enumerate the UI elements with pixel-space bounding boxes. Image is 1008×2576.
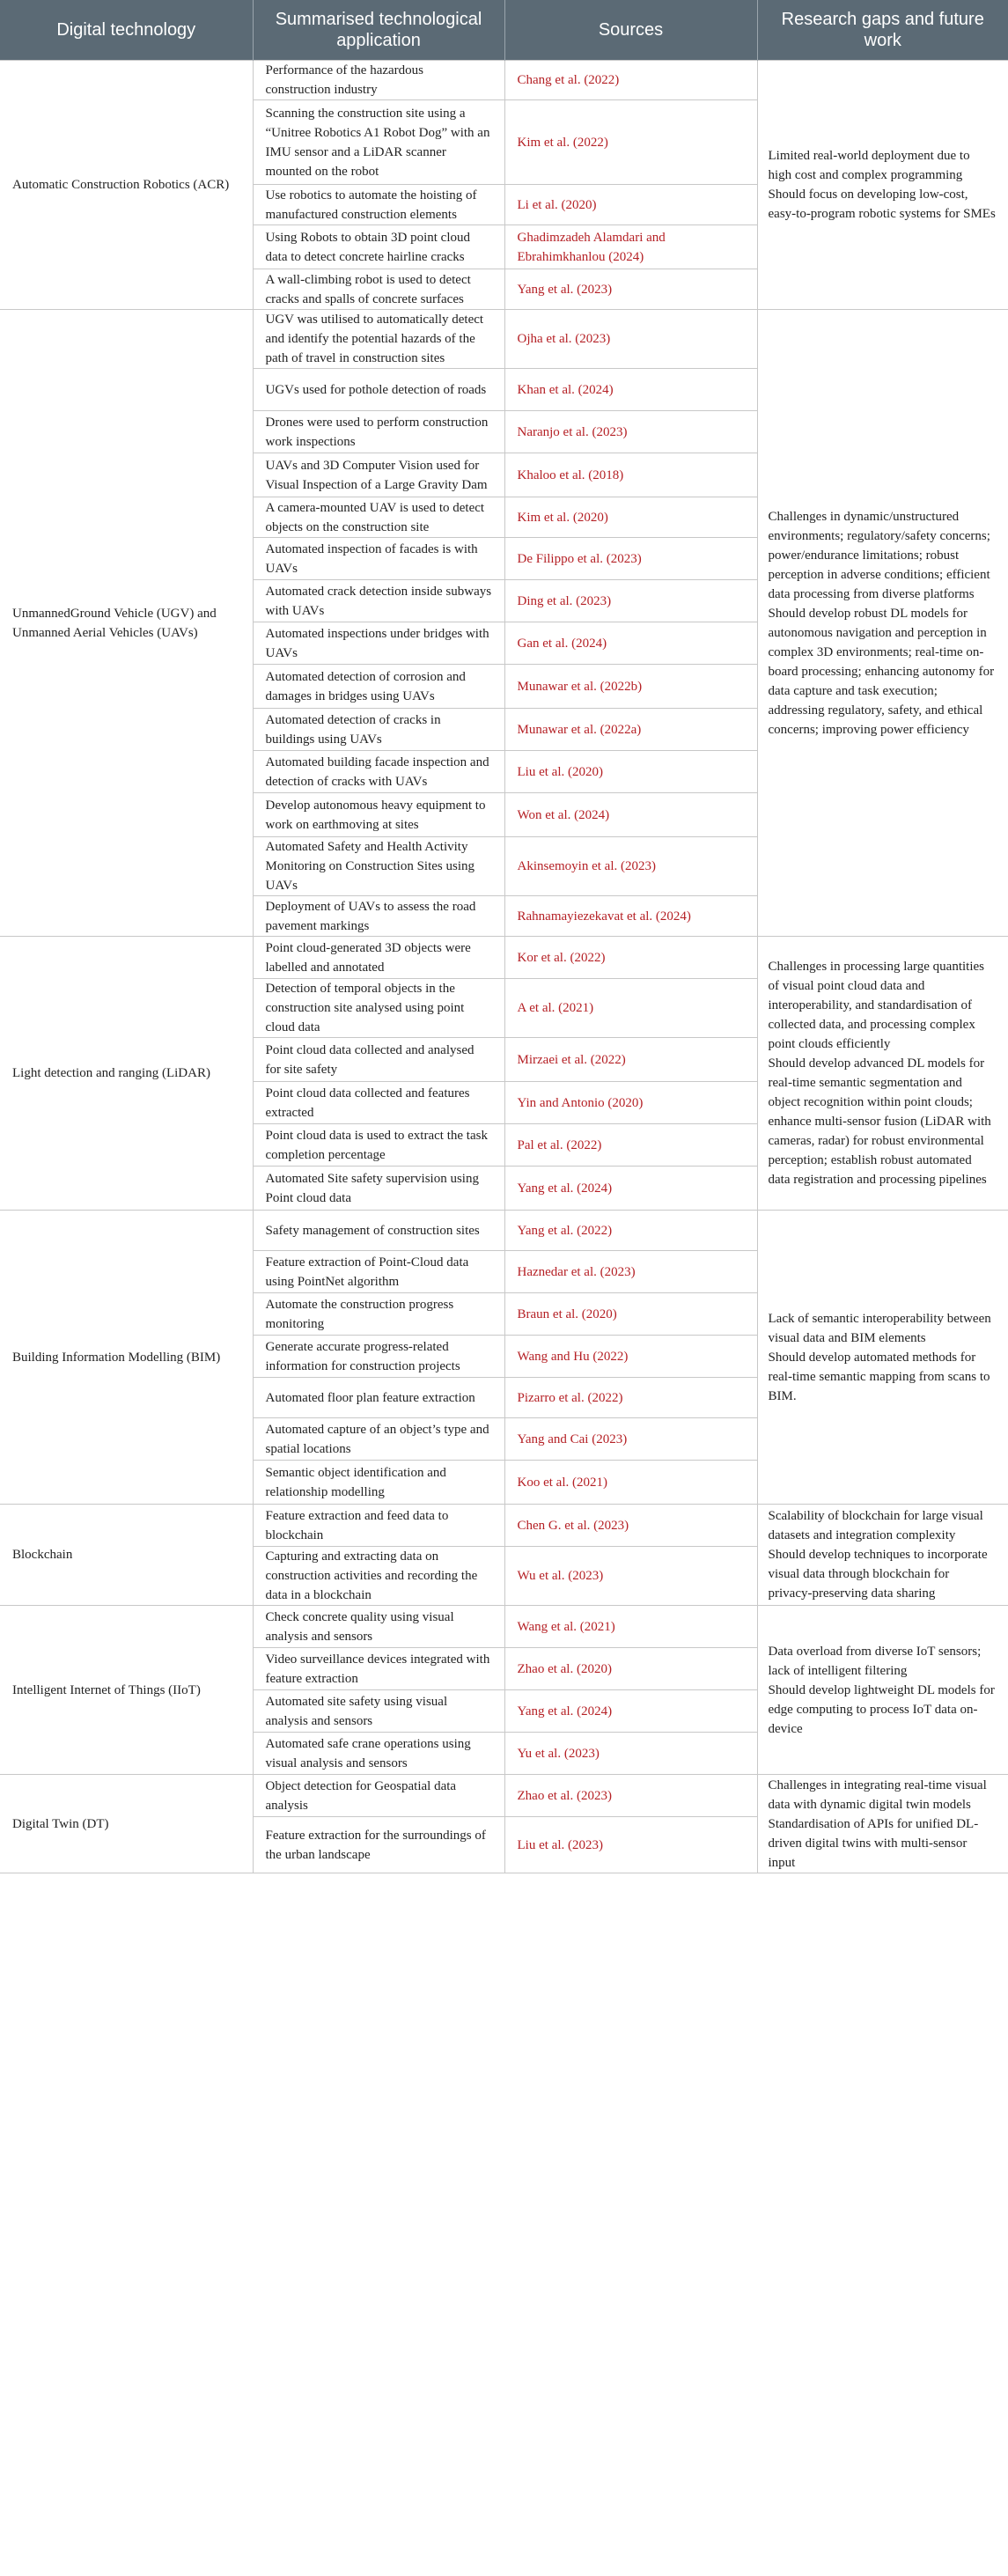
source-link[interactable]: Li et al. (2020) bbox=[504, 185, 757, 225]
source-link[interactable]: Koo et al. (2021) bbox=[504, 1461, 757, 1505]
source-link[interactable]: Rahnamayiezekavat et al. (2024) bbox=[504, 896, 757, 937]
application-cell: Automated inspections under bridges with UAVs bbox=[253, 622, 504, 665]
application-cell: Automated site safety using visual analysis and sensors bbox=[253, 1690, 504, 1733]
table-row bbox=[0, 1505, 1008, 1547]
source-link[interactable]: Chen G. et al. (2023) bbox=[504, 1505, 757, 1547]
source-link[interactable]: Kor et al. (2022) bbox=[504, 937, 757, 979]
research-gap-line: Limited real-world deployment due to high cost and complex programming bbox=[768, 149, 970, 182]
application-cell: Automated Safety and Health Activity Monitoring on Construction Sites using UAVs bbox=[253, 837, 504, 896]
application-cell: Deployment of UAVs to assess the road pavement markings bbox=[253, 896, 504, 937]
source-link[interactable]: Chang et al. (2022) bbox=[504, 61, 757, 100]
source-link[interactable]: Yang and Cai (2023) bbox=[504, 1418, 757, 1461]
source-link[interactable]: Won et al. (2024) bbox=[504, 793, 757, 837]
table-row bbox=[0, 310, 1008, 369]
application-cell: Point cloud data collected and analysed for site safety bbox=[253, 1038, 504, 1082]
application-cell: Feature extraction for the surroundings of the urban landscape bbox=[253, 1817, 504, 1873]
research-gap-line: Should develop automated methods for real-time semantic mapping from scans to BIM. bbox=[768, 1350, 990, 1403]
technology-cell: Intelligent Internet of Things (IIoT) bbox=[0, 1606, 253, 1775]
source-link[interactable]: De Filippo et al. (2023) bbox=[504, 538, 757, 580]
application-cell: Automate the construction progress monitoring bbox=[253, 1293, 504, 1336]
research-gap-line: Scalability of blockchain for large visual datasets and integration complexity bbox=[768, 1509, 983, 1542]
application-cell: Automated detection of cracks in buildings using UAVs bbox=[253, 709, 504, 751]
application-cell: Safety management of construction sites bbox=[253, 1211, 504, 1251]
technology-cell: Automatic Construction Robotics (ACR) bbox=[0, 61, 253, 310]
application-cell: Automated inspection of facades is with UAVs bbox=[253, 538, 504, 580]
source-link[interactable]: Wu et al. (2023) bbox=[504, 1547, 757, 1606]
header-sources: Sources bbox=[504, 0, 757, 61]
application-cell: Automated safe crane operations using visual analysis and sensors bbox=[253, 1733, 504, 1775]
technology-cell: Digital Twin (DT) bbox=[0, 1775, 253, 1873]
application-cell: Semantic object identification and relationship modelling bbox=[253, 1461, 504, 1505]
table-row bbox=[0, 1775, 1008, 1817]
application-cell: Drones were used to perform construction work inspections bbox=[253, 411, 504, 453]
header-research-gaps: Research gaps and future work bbox=[757, 0, 1008, 61]
table-row bbox=[0, 1606, 1008, 1648]
application-cell: Automated floor plan feature extraction bbox=[253, 1378, 504, 1418]
application-cell: Check concrete quality using visual analysis and sensors bbox=[253, 1606, 504, 1648]
application-cell: Feature extraction and feed data to blockchain bbox=[253, 1505, 504, 1547]
source-link[interactable]: Munawar et al. (2022a) bbox=[504, 709, 757, 751]
research-gap-line: Should develop advanced DL models for real-time semantic segmentation and object recognition within point clouds; enhance multi-sensor fusion (LiDAR with cameras, radar) for robust environmental perception; establish robust automated data registration and processing pipelines bbox=[768, 1056, 991, 1187]
source-link[interactable]: Wang et al. (2021) bbox=[504, 1606, 757, 1648]
source-link[interactable]: Wang and Hu (2022) bbox=[504, 1336, 757, 1378]
application-cell: UAVs and 3D Computer Vision used for Visual Inspection of a Large Gravity Dam bbox=[253, 453, 504, 497]
source-link[interactable]: Liu et al. (2020) bbox=[504, 751, 757, 793]
application-cell: Point cloud-generated 3D objects were labelled and annotated bbox=[253, 937, 504, 979]
table-row bbox=[0, 61, 1008, 100]
application-cell: Automated detection of corrosion and damages in bridges using UAVs bbox=[253, 665, 504, 709]
application-cell: Feature extraction of Point-Cloud data using PointNet algorithm bbox=[253, 1251, 504, 1293]
header-row bbox=[0, 0, 1008, 61]
application-cell: Capturing and extracting data on construction activities and recording the data in a blockchain bbox=[253, 1547, 504, 1606]
source-link[interactable]: Mirzaei et al. (2022) bbox=[504, 1038, 757, 1082]
source-link[interactable]: Pal et al. (2022) bbox=[504, 1124, 757, 1167]
source-link[interactable]: Liu et al. (2023) bbox=[504, 1817, 757, 1873]
table-header bbox=[0, 0, 1008, 61]
research-gap-line: Data overload from diverse IoT sensors; lack of intelligent filtering bbox=[768, 1644, 982, 1678]
source-link[interactable]: Yang et al. (2024) bbox=[504, 1690, 757, 1733]
research-gaps-cell bbox=[757, 1211, 1008, 1505]
source-link[interactable]: Haznedar et al. (2023) bbox=[504, 1251, 757, 1293]
technology-cell: UnmannedGround Vehicle (UGV) and Unmanned Aerial Vehicles (UAVs) bbox=[0, 310, 253, 937]
research-gaps-cell bbox=[757, 1775, 1008, 1873]
research-gap-line: Should develop techniques to incorporate visual data through blockchain for privacy-preserving data sharing bbox=[768, 1548, 988, 1601]
application-cell: Generate accurate progress-related information for construction projects bbox=[253, 1336, 504, 1378]
header-digital-technology: Digital technology bbox=[0, 0, 253, 61]
application-cell: Develop autonomous heavy equipment to work on earthmoving at sites bbox=[253, 793, 504, 837]
application-cell: Use robotics to automate the hoisting of manufactured construction elements bbox=[253, 185, 504, 225]
source-link[interactable]: Zhao et al. (2020) bbox=[504, 1648, 757, 1690]
research-gap-line: Should develop robust DL models for autonomous navigation and perception in complex 3D environments; real-time on-board processing; enhancing autonomy for data capture and task execution; addressing regulatory, safety, and ethical concerns; improving power efficiency bbox=[768, 606, 995, 737]
source-link[interactable]: A et al. (2021) bbox=[504, 979, 757, 1038]
application-cell: UGVs used for pothole detection of roads bbox=[253, 369, 504, 411]
research-gap-line: Challenges in dynamic/unstructured environments; regulatory/safety concerns; power/endurance limitations; robust perception in adverse conditions; efficient data processing from diverse platforms bbox=[768, 509, 990, 601]
source-link[interactable]: Akinsemoyin et al. (2023) bbox=[504, 837, 757, 896]
research-gaps-cell bbox=[757, 310, 1008, 937]
research-gap-line: Challenges in processing large quantities of visual point cloud data and interoperability, and standardisation of collected data, and processing complex point clouds efficiently bbox=[768, 960, 985, 1051]
research-gaps-cell bbox=[757, 937, 1008, 1211]
application-cell: UGV was utilised to automatically detect and identify the potential hazards of the path of travel in construction sites bbox=[253, 310, 504, 369]
application-cell: Automated building facade inspection and detection of cracks with UAVs bbox=[253, 751, 504, 793]
research-gaps-cell bbox=[757, 1606, 1008, 1775]
research-gap-line: Should develop lightweight DL models for edge computing to process IoT data on-device bbox=[768, 1682, 995, 1736]
research-gaps-cell bbox=[757, 61, 1008, 310]
technology-cell: Blockchain bbox=[0, 1505, 253, 1606]
table-row bbox=[0, 937, 1008, 979]
application-cell: Point cloud data collected and features extracted bbox=[253, 1082, 504, 1124]
source-link[interactable]: Yang et al. (2023) bbox=[504, 269, 757, 310]
application-cell: Automated crack detection inside subways with UAVs bbox=[253, 580, 504, 622]
table-row bbox=[0, 1211, 1008, 1251]
application-cell: Using Robots to obtain 3D point cloud data to detect concrete hairline cracks bbox=[253, 225, 504, 269]
source-link[interactable]: Zhao et al. (2023) bbox=[504, 1775, 757, 1817]
header-application: Summarised technological application bbox=[253, 0, 504, 61]
application-cell: Object detection for Geospatial data analysis bbox=[253, 1775, 504, 1817]
source-link[interactable]: Ojha et al. (2023) bbox=[504, 310, 757, 369]
source-link[interactable]: Yu et al. (2023) bbox=[504, 1733, 757, 1775]
research-gap-line: Standardisation of APIs for unified DL-driven digital twins with multi-sensor input bbox=[768, 1816, 979, 1870]
technology-cell: Building Information Modelling (BIM) bbox=[0, 1211, 253, 1505]
source-link[interactable]: Kim et al. (2022) bbox=[504, 100, 757, 185]
source-link[interactable]: Naranjo et al. (2023) bbox=[504, 411, 757, 453]
application-cell: Performance of the hazardous construction industry bbox=[253, 61, 504, 100]
application-cell: A camera-mounted UAV is used to detect objects on the construction site bbox=[253, 497, 504, 538]
application-cell: Scanning the construction site using a “Unitree Robotics A1 Robot Dog” with an IMU sensor and a LiDAR scanner mounted on the robot bbox=[253, 100, 504, 185]
research-gap-line: Challenges in integrating real-time visual data with dynamic digital twin models bbox=[768, 1777, 987, 1812]
source-link[interactable]: Braun et al. (2020) bbox=[504, 1293, 757, 1336]
source-link[interactable]: Pizarro et al. (2022) bbox=[504, 1378, 757, 1418]
research-gap-line: Lack of semantic interoperability between visual data and BIM elements bbox=[768, 1311, 991, 1345]
source-link[interactable]: Ding et al. (2023) bbox=[504, 580, 757, 622]
technology-cell: Light detection and ranging (LiDAR) bbox=[0, 937, 253, 1211]
source-link[interactable]: Gan et al. (2024) bbox=[504, 622, 757, 665]
application-cell: Point cloud data is used to extract the task completion percentage bbox=[253, 1124, 504, 1167]
application-cell: Video surveillance devices integrated with feature extraction bbox=[253, 1648, 504, 1690]
source-link[interactable]: Munawar et al. (2022b) bbox=[504, 665, 757, 709]
application-cell: Automated capture of an object’s type and spatial locations bbox=[253, 1418, 504, 1461]
source-link[interactable]: Khan et al. (2024) bbox=[504, 369, 757, 411]
table-body bbox=[0, 61, 1008, 1873]
application-cell: A wall-climbing robot is used to detect cracks and spalls of concrete surfaces bbox=[253, 269, 504, 310]
application-cell: Automated Site safety supervision using Point cloud data bbox=[253, 1167, 504, 1211]
source-link[interactable]: Yin and Antonio (2020) bbox=[504, 1082, 757, 1124]
source-link[interactable]: Ghadimzadeh Alamdari and Ebrahimkhanlou (2024) bbox=[504, 225, 757, 269]
source-link[interactable]: Yang et al. (2024) bbox=[504, 1167, 757, 1211]
research-gap-line: Should focus on developing low-cost, easy-to-program robotic systems for SMEs bbox=[768, 188, 996, 221]
source-link[interactable]: Kim et al. (2020) bbox=[504, 497, 757, 538]
research-gaps-cell bbox=[757, 1505, 1008, 1606]
source-link[interactable]: Yang et al. (2022) bbox=[504, 1211, 757, 1251]
application-cell: Detection of temporal objects in the construction site analysed using point cloud data bbox=[253, 979, 504, 1038]
source-link[interactable]: Khaloo et al. (2018) bbox=[504, 453, 757, 497]
